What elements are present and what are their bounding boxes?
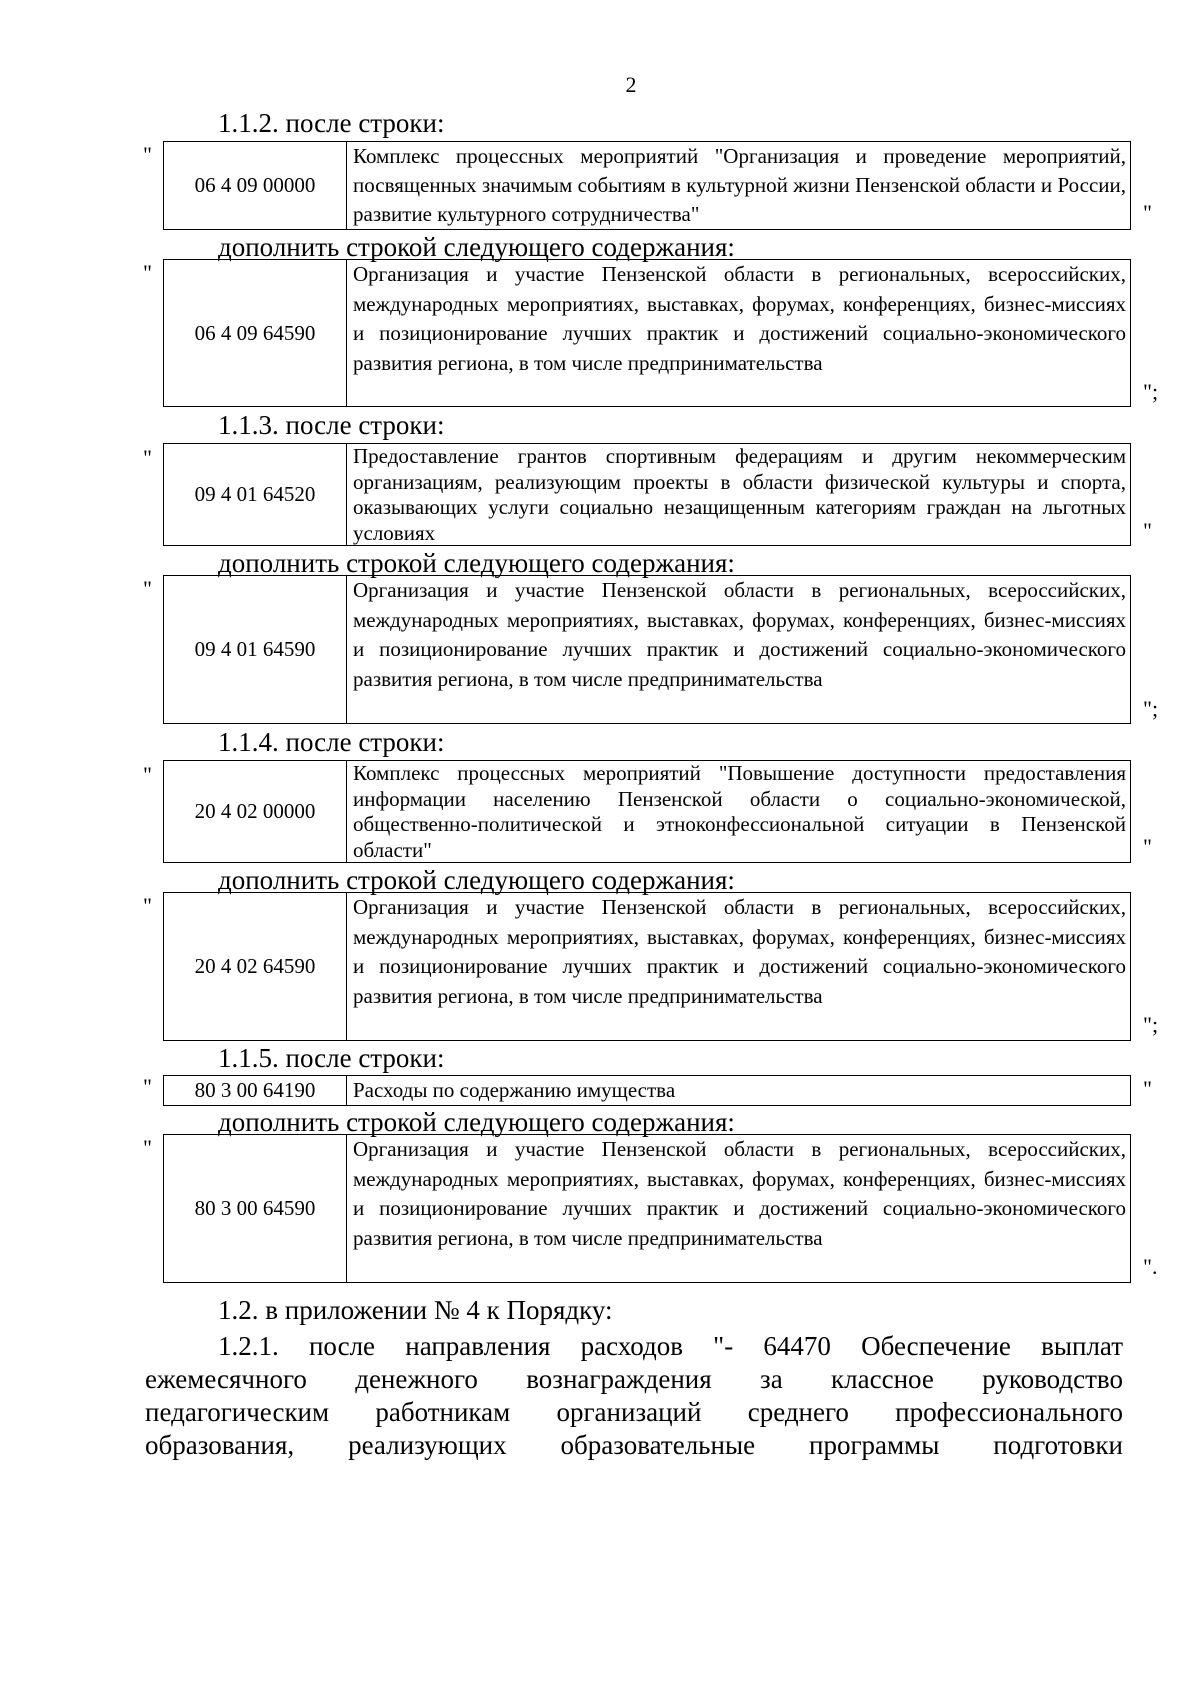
close-quote: " xyxy=(1143,1076,1152,1101)
new-row xyxy=(163,575,1131,724)
old-row xyxy=(163,760,1131,863)
new-row xyxy=(163,892,1131,1041)
old-row xyxy=(163,443,1131,546)
new-row xyxy=(163,259,1131,407)
row-text: Организация и участие Пензенской области в региональных, всероссийских, международных мероприятиях, выставках, форумах, конференциях, бизнес-миссиях и позиционирование лучших практик и достижений социально-экономического развития региона, в том числе предпринимательства xyxy=(353,262,1126,375)
row-code: 06 4 09 64590 xyxy=(164,260,347,406)
paragraph-line: образования, реализующих образовательные программы подготовки xyxy=(145,1430,1123,1460)
paragraph-line: педагогическим работникам организаций среднего профессионального xyxy=(145,1397,1123,1427)
section-heading: 1.1.2. после строки: xyxy=(218,108,445,138)
old-row xyxy=(163,141,1131,230)
new-row xyxy=(163,1134,1131,1283)
close-quote: "; xyxy=(1143,379,1159,404)
open-quote: " xyxy=(143,1135,152,1160)
open-quote: " xyxy=(143,893,152,918)
row-text: Организация и участие Пензенской области в региональных, всероссийских, международных мероприятиях, выставках, форумах, конференциях, бизнес-миссиях и позиционирование лучших практик и достижений социально-экономического развития региона, в том числе предпринимательства xyxy=(353,578,1126,691)
section-heading: 1.1.5. после строки: xyxy=(218,1043,445,1073)
open-quote: " xyxy=(143,445,152,470)
paragraph-line: 1.2.1. после направления расходов "- 64470 Обеспечение выплат xyxy=(218,1331,1123,1361)
close-quote: "; xyxy=(1143,696,1159,721)
close-quote: ". xyxy=(1143,1254,1158,1279)
row-text: Предоставление грантов спортивным федерациям и другим некоммерческим организациям, реализующим проекты в области физической культуры и спорта, оказывающих услуги социально незащищенным категориям граждан на льготных условиях xyxy=(353,444,1126,545)
add-heading: дополнить строкой следующего содержания: xyxy=(218,548,735,578)
item-1-2-1 xyxy=(145,1330,1123,1462)
close-quote: "; xyxy=(1143,1012,1159,1037)
row-code: 09 4 01 64590 xyxy=(164,576,347,723)
row-text: Организация и участие Пензенской области в региональных, всероссийских, международных мероприятиях, выставках, форумах, конференциях, бизнес-миссиях и позиционирование лучших практик и достижений социально-экономического развития региона, в том числе предпринимательства xyxy=(353,1137,1126,1250)
page-number: 2 xyxy=(625,72,637,97)
row-text: Организация и участие Пензенской области в региональных, всероссийских, международных мероприятиях, выставках, форумах, конференциях, бизнес-миссиях и позиционирование лучших практик и достижений социально-экономического развития региона, в том числе предпринимательства xyxy=(353,895,1126,1008)
section-heading: 1.1.3. после строки: xyxy=(218,410,445,440)
row-code: 80 3 00 64190 xyxy=(164,1076,347,1105)
open-quote: " xyxy=(143,1074,152,1099)
section-heading: 1.1.4. после строки: xyxy=(218,727,445,757)
close-quote: " xyxy=(1143,834,1152,859)
row-code: 20 4 02 64590 xyxy=(164,893,347,1040)
row-text: Комплекс процессных мероприятий "Организация и проведение мероприятий, посвященных значимым событиям в культурной жизни Пензенской области и России, развитие культурного сотрудничества" xyxy=(353,144,1126,226)
close-quote: " xyxy=(1143,200,1152,225)
add-heading: дополнить строкой следующего содержания: xyxy=(218,232,735,262)
row-text: Комплекс процессных мероприятий "Повышение доступности предоставления информации населению Пензенской области о социально-экономической, общественно-политической и этноконфессиональной ситуации в Пензенской области" xyxy=(353,761,1126,862)
row-code: 06 4 09 00000 xyxy=(164,142,347,229)
open-quote: " xyxy=(143,762,152,787)
open-quote: " xyxy=(143,142,152,167)
open-quote: " xyxy=(143,260,152,285)
close-quote: " xyxy=(1143,518,1152,543)
row-code: 80 3 00 64590 xyxy=(164,1135,347,1282)
add-heading: дополнить строкой следующего содержания: xyxy=(218,1107,735,1137)
paragraph-line: ежемесячного денежного вознаграждения за классное руководство xyxy=(145,1364,1123,1394)
row-code: 09 4 01 64520 xyxy=(164,444,347,545)
row-text: Расходы по содержанию имущества xyxy=(353,1078,676,1102)
old-row xyxy=(163,1075,1131,1106)
add-heading: дополнить строкой следующего содержания: xyxy=(218,865,735,895)
item-1-2: 1.2. в приложении № 4 к Порядку: xyxy=(218,1295,613,1325)
row-code: 20 4 02 00000 xyxy=(164,761,347,862)
open-quote: " xyxy=(143,576,152,601)
